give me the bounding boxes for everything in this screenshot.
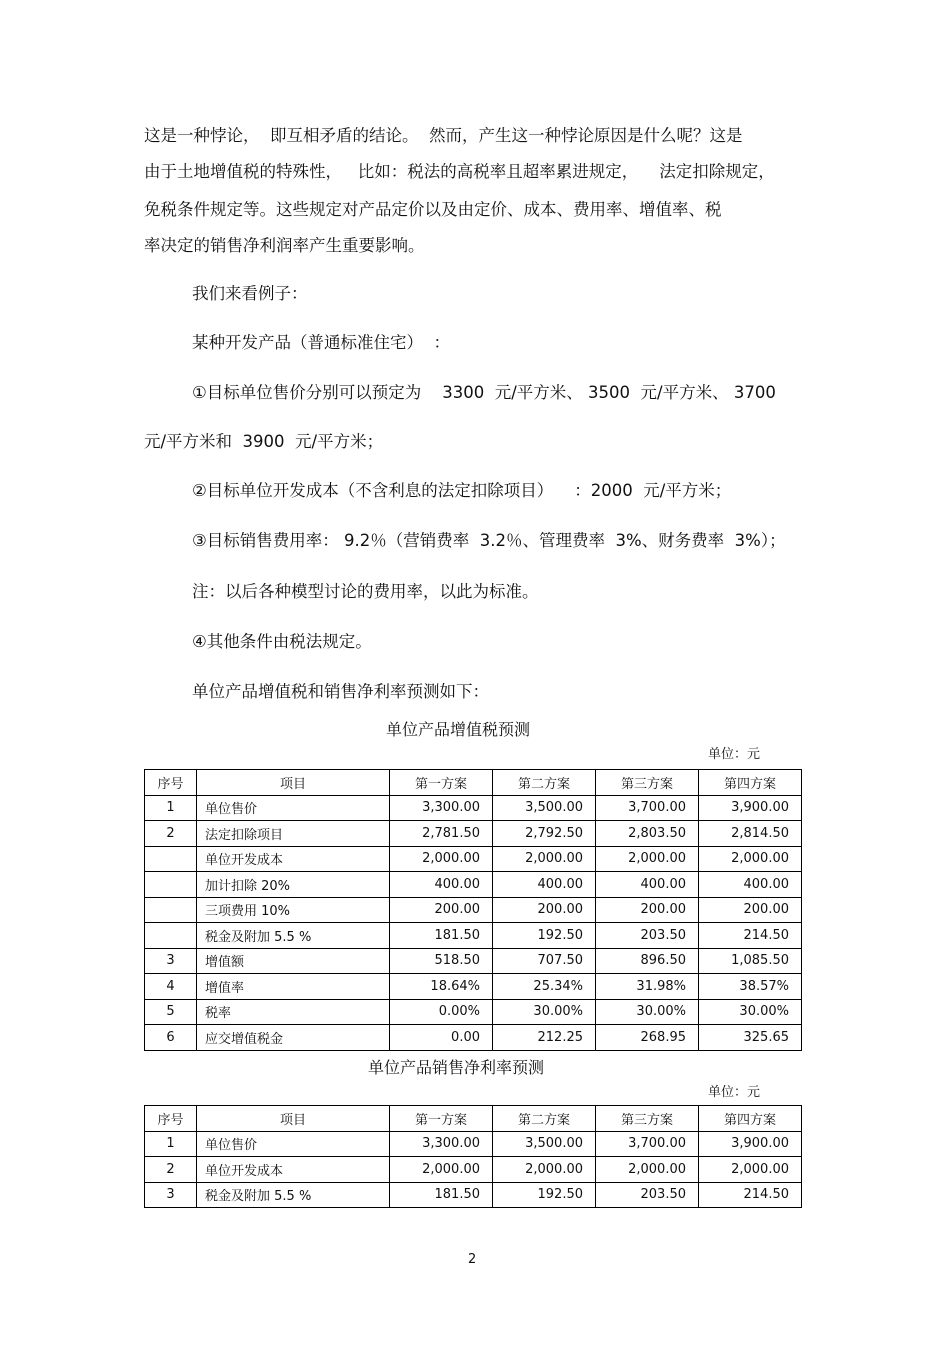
table-row <box>145 795 802 821</box>
table-caption: 单位产品销售净利率预测 <box>368 1058 545 1077</box>
page-number: 2 <box>468 1252 477 1267</box>
table-row <box>145 974 802 1000</box>
value-cell: 3,500.00 <box>493 1131 596 1157</box>
paragraph-line: 我们来看例子： <box>192 284 308 303</box>
value-cell: 3,700.00 <box>596 795 699 821</box>
paragraph-line: 注：以后各种模型讨论的费用率，以此为标准。 <box>192 582 539 601</box>
value-cell: 203.50 <box>596 1182 699 1208</box>
item-name-cell: 税金及附加 5.5 % <box>197 1182 390 1208</box>
value-cell: 3,900.00 <box>699 1131 802 1157</box>
item-name-cell: 加计扣除 20% <box>197 872 390 898</box>
value-cell: 325.65 <box>699 1025 802 1051</box>
value-cell: 31.98% <box>596 974 699 1000</box>
value-cell: 2,000.00 <box>493 1157 596 1183</box>
table-row <box>145 821 802 847</box>
value-cell: 707.50 <box>493 948 596 974</box>
paragraph-line: 单位产品增值税和销售净利率预测如下： <box>192 682 489 701</box>
item-name-cell: 法定扣除项目 <box>197 821 390 847</box>
item-name-cell: 单位开发成本 <box>197 846 390 872</box>
column-header: 序号 <box>145 770 197 796</box>
value-cell: 2,814.50 <box>699 821 802 847</box>
row-index-cell <box>145 897 197 923</box>
value-cell: 0.00 <box>390 1025 493 1051</box>
value-cell: 181.50 <box>390 923 493 949</box>
paragraph-line: ②目标单位开发成本（不含利息的法定扣除项目） ：2000 元/平方米； <box>192 481 732 500</box>
vat-forecast-table <box>144 769 802 1051</box>
item-name-cell: 应交增值税金 <box>197 1025 390 1051</box>
value-cell: 2,000.00 <box>390 1157 493 1183</box>
row-index-cell: 2 <box>145 821 197 847</box>
row-index-cell: 4 <box>145 974 197 1000</box>
table-row <box>145 948 802 974</box>
item-name-cell: 增值额 <box>197 948 390 974</box>
value-cell: 400.00 <box>699 872 802 898</box>
column-header: 第二方案 <box>493 1106 596 1132</box>
row-index-cell: 3 <box>145 1182 197 1208</box>
value-cell: 3,700.00 <box>596 1131 699 1157</box>
table-row <box>145 897 802 923</box>
column-header: 第三方案 <box>596 770 699 796</box>
value-cell: 200.00 <box>596 897 699 923</box>
value-cell: 30.00% <box>596 999 699 1025</box>
value-cell: 181.50 <box>390 1182 493 1208</box>
value-cell: 268.95 <box>596 1025 699 1051</box>
column-header: 项目 <box>197 770 390 796</box>
value-cell: 896.50 <box>596 948 699 974</box>
item-name-cell: 单位开发成本 <box>197 1157 390 1183</box>
table-row <box>145 846 802 872</box>
paragraph-line: 免税条件规定等。这些规定对产品定价以及由定价、成本、费用率、增值率、税 <box>144 200 722 219</box>
value-cell: 3,900.00 <box>699 795 802 821</box>
table-row <box>145 872 802 898</box>
value-cell: 30.00% <box>493 999 596 1025</box>
column-header: 第四方案 <box>699 1106 802 1132</box>
value-cell: 192.50 <box>493 923 596 949</box>
value-cell: 3,500.00 <box>493 795 596 821</box>
item-name-cell: 三项费用 10% <box>197 897 390 923</box>
column-header: 项目 <box>197 1106 390 1132</box>
item-name-cell: 增值率 <box>197 974 390 1000</box>
value-cell: 2,000.00 <box>493 846 596 872</box>
column-header: 第一方案 <box>390 770 493 796</box>
value-cell: 2,000.00 <box>596 846 699 872</box>
value-cell: 3,300.00 <box>390 795 493 821</box>
value-cell: 2,792.50 <box>493 821 596 847</box>
table-row <box>145 923 802 949</box>
paragraph-line: ④其他条件由税法规定。 <box>192 632 372 651</box>
value-cell: 192.50 <box>493 1182 596 1208</box>
value-cell: 2,000.00 <box>596 1157 699 1183</box>
row-index-cell: 1 <box>145 795 197 821</box>
value-cell: 0.00% <box>390 999 493 1025</box>
value-cell: 30.00% <box>699 999 802 1025</box>
value-cell: 2,000.00 <box>699 846 802 872</box>
row-index-cell: 5 <box>145 999 197 1025</box>
column-header: 第四方案 <box>699 770 802 796</box>
table-row <box>145 1025 802 1051</box>
value-cell: 25.34% <box>493 974 596 1000</box>
row-index-cell: 6 <box>145 1025 197 1051</box>
net-profit-forecast-table <box>144 1105 802 1208</box>
value-cell: 2,781.50 <box>390 821 493 847</box>
value-cell: 38.57% <box>699 974 802 1000</box>
table-header-row <box>145 770 802 796</box>
value-cell: 214.50 <box>699 923 802 949</box>
value-cell: 2,000.00 <box>699 1157 802 1183</box>
value-cell: 200.00 <box>493 897 596 923</box>
table-row <box>145 1157 802 1183</box>
table-unit-label: 单位：元 <box>708 1085 761 1100</box>
column-header: 第二方案 <box>493 770 596 796</box>
item-name-cell: 单位售价 <box>197 1131 390 1157</box>
value-cell: 2,000.00 <box>390 846 493 872</box>
column-header: 第一方案 <box>390 1106 493 1132</box>
table-unit-label: 单位：元 <box>708 747 761 762</box>
table-caption: 单位产品增值税预测 <box>386 720 531 739</box>
value-cell: 18.64% <box>390 974 493 1000</box>
value-cell: 3,300.00 <box>390 1131 493 1157</box>
table-row <box>145 1131 802 1157</box>
value-cell: 400.00 <box>596 872 699 898</box>
value-cell: 518.50 <box>390 948 493 974</box>
value-cell: 1,085.50 <box>699 948 802 974</box>
row-index-cell <box>145 923 197 949</box>
table-row <box>145 1182 802 1208</box>
value-cell: 400.00 <box>493 872 596 898</box>
item-name-cell: 单位售价 <box>197 795 390 821</box>
paragraph-line: 元/平方米和 3900 元/平方米； <box>144 432 384 451</box>
row-index-cell <box>145 846 197 872</box>
value-cell: 200.00 <box>390 897 493 923</box>
paragraph-line: 某种开发产品（普通标准住宅） ： <box>192 333 450 352</box>
paragraph-line: ①目标单位售价分别可以预定为 3300 元/平方米、 3500 元/平方米、 3700 <box>192 383 776 402</box>
row-index-cell: 2 <box>145 1157 197 1183</box>
value-cell: 203.50 <box>596 923 699 949</box>
value-cell: 2,803.50 <box>596 821 699 847</box>
paragraph-line: 这是一种悖论， 即互相矛盾的结论。 然而，产生这一种悖论原因是什么呢？这是 <box>144 126 743 145</box>
paragraph-line: ③目标销售费用率： 9.2％（营销费率 3.2％、管理费率 3%、财务费率 3%）； <box>192 531 786 550</box>
table-header-row <box>145 1106 802 1132</box>
value-cell: 212.25 <box>493 1025 596 1051</box>
value-cell: 200.00 <box>699 897 802 923</box>
value-cell: 214.50 <box>699 1182 802 1208</box>
column-header: 第三方案 <box>596 1106 699 1132</box>
paragraph-line: 由于土地增值税的特殊性， 比如：税法的高税率且超率累进规定， 法定扣除规定， <box>144 162 775 181</box>
item-name-cell: 税金及附加 5.5 % <box>197 923 390 949</box>
row-index-cell: 1 <box>145 1131 197 1157</box>
column-header: 序号 <box>145 1106 197 1132</box>
row-index-cell <box>145 872 197 898</box>
item-name-cell: 税率 <box>197 999 390 1025</box>
table-row <box>145 999 802 1025</box>
row-index-cell: 3 <box>145 948 197 974</box>
paragraph-line: 率决定的销售净利润率产生重要影响。 <box>144 236 425 255</box>
value-cell: 400.00 <box>390 872 493 898</box>
